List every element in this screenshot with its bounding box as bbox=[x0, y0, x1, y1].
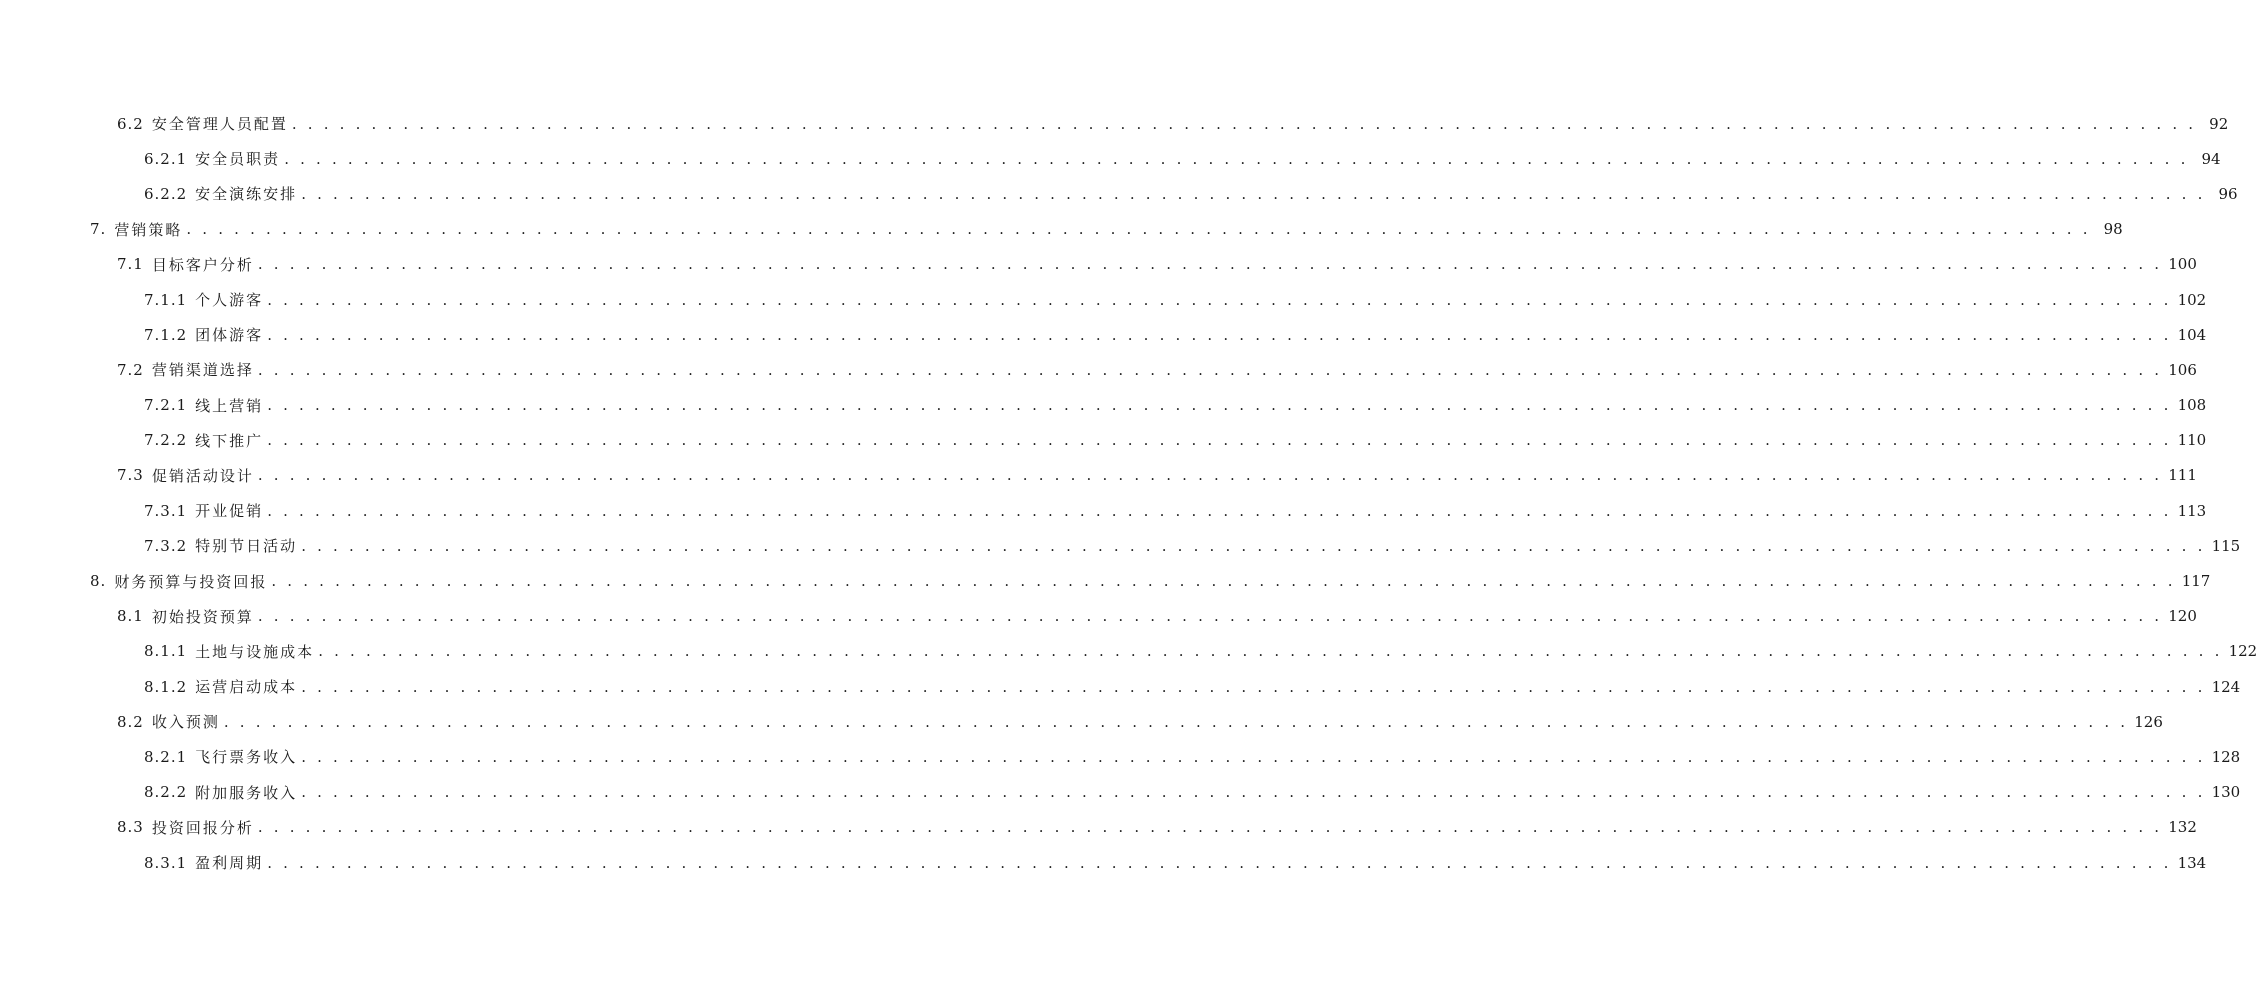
toc-section-number: 8.1.2 bbox=[144, 677, 188, 696]
toc-section-number: 6.2.1 bbox=[144, 149, 188, 168]
toc-dot-leader: . . . . . . . . . . . . . . . . . . . . . . . . . . . . . . . . . . . . . . . . . . . . . . . . . . . . . . . . . . . . . . . . . . . . . . . . . . . . . . . . . . . . . . . . . . . . . . . . . . . . . . . . . . . . . . . . . . . . . . . . bbox=[267, 431, 2172, 450]
toc-dot-leader: . . . . . . . . . . . . . . . . . . . . . . . . . . . . . . . . . . . . . . . . . . . . . . . . . . . . . . . . . . . . . . . . . . . . . . . . . . . . . . . . . . . . . . . . . . . . . . . . . . . . . . . . . . . . . . . . . . . . . . . . bbox=[301, 536, 2206, 555]
toc-section-title: 运营启动成本 bbox=[195, 678, 298, 697]
toc-section-number: 8.3 bbox=[117, 818, 144, 837]
toc-dot-leader: . . . . . . . . . . . . . . . . . . . . . . . . . . . . . . . . . . . . . . . . . . . . . . . . . . . . . . . . . . . . . . . . . . . . . . . . . . . . . . . . . . . . . . . . . . . . . . . . . . . . . . . . . . . . . . . . . . . . . . . . bbox=[223, 712, 2129, 731]
toc-page-number: 126 bbox=[2134, 712, 2163, 731]
toc-page-number: 98 bbox=[2103, 220, 2123, 239]
toc-section-number: 7.2.2 bbox=[144, 431, 188, 450]
toc-section-number: 7.1.2 bbox=[144, 325, 188, 344]
toc-page-number: 100 bbox=[2168, 255, 2197, 274]
toc-entry[interactable] bbox=[0, 388, 2207, 423]
toc-section-title: 初始投资预算 bbox=[151, 607, 254, 626]
toc-section-title: 个人游客 bbox=[195, 291, 264, 310]
toc-entry[interactable] bbox=[0, 247, 2197, 282]
toc-page-number: 110 bbox=[2177, 431, 2207, 450]
toc-section-number: 7.3 bbox=[117, 466, 144, 485]
toc-dot-leader: . . . . . . . . . . . . . . . . . . . . . . . . . . . . . . . . . . . . . . . . . . . . . . . . . . . . . . . . . . . . . . . . . . . . . . . . . . . . . . . . . . . . . . . . . . . . . . . . . . . . . . . . . . . . . . . . . . . . . . . . bbox=[301, 747, 2206, 766]
toc-dot-leader: . . . . . . . . . . . . . . . . . . . . . . . . . . . . . . . . . . . . . . . . . . . . . . . . . . . . . . . . . . . . . . . . . . . . . . . . . . . . . . . . . . . . . . . . . . . . . . . . . . . . . . . . . . . . . . . . . . . . . . . . bbox=[284, 149, 2189, 168]
toc-section-title: 附加服务收入 bbox=[195, 783, 298, 802]
toc-entry[interactable] bbox=[0, 282, 2207, 317]
toc-entry[interactable] bbox=[0, 845, 2207, 880]
toc-page-number: 108 bbox=[2177, 396, 2207, 415]
toc-entry[interactable] bbox=[0, 212, 2123, 247]
toc-section-title: 特别节日活动 bbox=[195, 537, 298, 556]
toc-dot-leader: . . . . . . . . . . . . . . . . . . . . . . . . . . . . . . . . . . . . . . . . . . . . . . . . . . . . . . . . . . . . . . . . . . . . . . . . . . . . . . . . . . . . . . . . . . . . . . . . . . . . . . . . . . . . . . . . . . . . . . . . bbox=[257, 607, 2163, 626]
toc-page-number: 117 bbox=[2181, 572, 2211, 591]
toc-page-number: 124 bbox=[2211, 677, 2241, 696]
toc-page-number: 94 bbox=[2201, 149, 2221, 168]
toc-page-number: 96 bbox=[2218, 184, 2238, 203]
toc-section-number: 6.2.2 bbox=[144, 184, 188, 203]
toc-section-title: 盈利周期 bbox=[195, 854, 264, 873]
toc-dot-leader: . . . . . . . . . . . . . . . . . . . . . . . . . . . . . . . . . . . . . . . . . . . . . . . . . . . . . . . . . . . . . . . . . . . . . . . . . . . . . . . . . . . . . . . . . . . . . . . . . . . . . . . . . . . . . . . . . . . . . . . . bbox=[257, 360, 2163, 379]
toc-section-number: 8. bbox=[90, 572, 107, 591]
toc-dot-leader: . . . . . . . . . . . . . . . . . . . . . . . . . . . . . . . . . . . . . . . . . . . . . . . . . . . . . . . . . . . . . . . . . . . . . . . . . . . . . . . . . . . . . . . . . . . . . . . . . . . . . . . . . . . . . . . . . . . . . . . . bbox=[267, 290, 2172, 309]
toc-dot-leader: . . . . . . . . . . . . . . . . . . . . . . . . . . . . . . . . . . . . . . . . . . . . . . . . . . . . . . . . . . . . . . . . . . . . . . . . . . . . . . . . . . . . . . . . . . . . . . . . . . . . . . . . . . . . . . . . . . . . . . . . bbox=[257, 466, 2163, 485]
toc-section-number: 7.2.1 bbox=[144, 396, 188, 415]
toc-page-number: 115 bbox=[2211, 536, 2241, 555]
toc-entry[interactable] bbox=[0, 669, 2241, 704]
toc-section-title: 线下推广 bbox=[195, 431, 264, 450]
toc-dot-leader: . . . . . . . . . . . . . . . . . . . . . . . . . . . . . . . . . . . . . . . . . . . . . . . . . . . . . . . . . . . . . . . . . . . . . . . . . . . . . . . . . . . . . . . . . . . . . . . . . . . . . . . . . . . . . . . . . . . . . . . . bbox=[318, 642, 2223, 661]
toc-dot-leader: . . . . . . . . . . . . . . . . . . . . . . . . . . . . . . . . . . . . . . . . . . . . . . . . . . . . . . . . . . . . . . . . . . . . . . . . . . . . . . . . . . . . . . . . . . . . . . . . . . . . . . . . . . . . . . . . . . . . . . . . bbox=[301, 783, 2206, 802]
toc-entry[interactable] bbox=[0, 317, 2207, 352]
toc-section-title: 飞行票务收入 bbox=[195, 748, 298, 767]
toc-page-number: 130 bbox=[2211, 783, 2241, 802]
toc-dot-leader: . . . . . . . . . . . . . . . . . . . . . . . . . . . . . . . . . . . . . . . . . . . . . . . . . . . . . . . . . . . . . . . . . . . . . . . . . . . . . . . . . . . . . . . . . . . . . . . . . . . . . . . . . . . . . . . . . . . . . . . . bbox=[271, 572, 2176, 591]
toc-dot-leader: . . . . . . . . . . . . . . . . . . . . . . . . . . . . . . . . . . . . . . . . . . . . . . . . . . . . . . . . . . . . . . . . . . . . . . . . . . . . . . . . . . . . . . . . . . . . . . . . . . . . . . . . . . . . . . . . . . . . . . . . bbox=[267, 853, 2172, 872]
toc-page-number: 106 bbox=[2168, 360, 2197, 379]
toc-entry[interactable] bbox=[0, 528, 2241, 563]
toc-section-title: 财务预算与投资回报 bbox=[114, 572, 268, 591]
toc-section-title: 目标客户分析 bbox=[151, 255, 254, 274]
toc-section-number: 7.2 bbox=[117, 360, 144, 379]
toc-entry[interactable] bbox=[0, 810, 2197, 845]
toc-section-number: 6.2 bbox=[117, 114, 144, 133]
toc-page-number: 102 bbox=[2177, 290, 2207, 309]
toc-entry[interactable] bbox=[0, 599, 2197, 634]
toc-section-number: 8.1.1 bbox=[144, 642, 188, 661]
toc-page-number: 92 bbox=[2209, 114, 2229, 133]
toc-section-number: 8.2 bbox=[117, 712, 144, 731]
toc-section-title: 土地与设施成本 bbox=[195, 642, 315, 661]
toc-section-title: 安全管理人员配置 bbox=[151, 115, 288, 134]
toc-section-number: 7.1 bbox=[117, 255, 144, 274]
toc-section-number: 8.2.1 bbox=[144, 747, 188, 766]
toc-entry[interactable] bbox=[0, 106, 2229, 141]
toc-dot-leader: . . . . . . . . . . . . . . . . . . . . . . . . . . . . . . . . . . . . . . . . . . . . . . . . . . . . . . . . . . . . . . . . . . . . . . . . . . . . . . . . . . . . . . . . . . . . . . . . . . . . . . . . . . . . . . . . . . . . . . . . bbox=[267, 396, 2172, 415]
toc-section-number: 8.1 bbox=[117, 607, 144, 626]
toc-section-title: 开业促销 bbox=[195, 502, 264, 521]
toc-section-title: 促销活动设计 bbox=[151, 466, 254, 485]
toc-page-number: 120 bbox=[2168, 607, 2197, 626]
toc-dot-leader: . . . . . . . . . . . . . . . . . . . . . . . . . . . . . . . . . . . . . . . . . . . . . . . . . . . . . . . . . . . . . . . . . . . . . . . . . . . . . . . . . . . . . . . . . . . . . . . . . . . . . . . . . . . . . . . . . . . . . . . . bbox=[267, 325, 2172, 344]
toc-entry[interactable] bbox=[0, 458, 2197, 493]
toc-dot-leader: . . . . . . . . . . . . . . . . . . . . . . . . . . . . . . . . . . . . . . . . . . . . . . . . . . . . . . . . . . . . . . . . . . . . . . . . . . . . . . . . . . . . . . . . . . . . . . . . . . . . . . . . . . . . . . . . . . . . . . . . bbox=[257, 818, 2163, 837]
toc-dot-leader: . . . . . . . . . . . . . . . . . . . . . . . . . . . . . . . . . . . . . . . . . . . . . . . . . . . . . . . . . . . . . . . . . . . . . . . . . . . . . . . . . . . . . . . . . . . . . . . . . . . . . . . . . . . . . . . . . . . . . . . . bbox=[291, 114, 2197, 133]
toc-entry[interactable] bbox=[0, 775, 2241, 810]
toc-section-number: 7.3.1 bbox=[144, 501, 188, 520]
toc-section-title: 收入预测 bbox=[151, 713, 220, 732]
toc-dot-leader: . . . . . . . . . . . . . . . . . . . . . . . . . . . . . . . . . . . . . . . . . . . . . . . . . . . . . . . . . . . . . . . . . . . . . . . . . . . . . . . . . . . . . . . . . . . . . . . . . . . . . . . . . . . . . . . . . . . . . . . . bbox=[301, 184, 2206, 203]
toc-section-title: 营销渠道选择 bbox=[151, 361, 254, 380]
toc-page-number: 128 bbox=[2211, 747, 2241, 766]
toc-page-number: 111 bbox=[2168, 466, 2197, 485]
toc-section-title: 营销策略 bbox=[114, 220, 183, 239]
toc-section-title: 安全演练安排 bbox=[195, 185, 298, 204]
toc-page-number: 134 bbox=[2177, 853, 2207, 872]
toc-section-number: 8.3.1 bbox=[144, 853, 188, 872]
toc-entry[interactable] bbox=[0, 739, 2241, 774]
toc-dot-leader: . . . . . . . . . . . . . . . . . . . . . . . . . . . . . . . . . . . . . . . . . . . . . . . . . . . . . . . . . . . . . . . . . . . . . . . . . . . . . . . . . . . . . . . . . . . . . . . . . . . . . . . . . . . . . . . . . . . . . . . . bbox=[186, 220, 2091, 239]
toc-section-number: 7.1.1 bbox=[144, 290, 188, 309]
toc-page-number: 104 bbox=[2177, 325, 2207, 344]
toc-page-number: 132 bbox=[2168, 818, 2197, 837]
toc-dot-leader: . . . . . . . . . . . . . . . . . . . . . . . . . . . . . . . . . . . . . . . . . . . . . . . . . . . . . . . . . . . . . . . . . . . . . . . . . . . . . . . . . . . . . . . . . . . . . . . . . . . . . . . . . . . . . . . . . . . . . . . . bbox=[301, 677, 2206, 696]
toc-section-title: 安全员职责 bbox=[195, 150, 281, 169]
toc-section-title: 线上营销 bbox=[195, 396, 264, 415]
toc-page-number: 122 bbox=[2228, 642, 2257, 661]
toc-entry[interactable] bbox=[0, 141, 2221, 176]
toc-entry[interactable] bbox=[0, 176, 2238, 211]
toc-entry[interactable] bbox=[0, 352, 2197, 387]
toc-entry[interactable] bbox=[0, 493, 2207, 528]
toc-section-title: 团体游客 bbox=[195, 326, 264, 345]
toc-page-number: 113 bbox=[2177, 501, 2207, 520]
toc-entry[interactable] bbox=[0, 423, 2207, 458]
toc-section-number: 8.2.2 bbox=[144, 783, 188, 802]
toc-entry[interactable] bbox=[0, 704, 2163, 739]
toc-entry[interactable] bbox=[0, 563, 2211, 598]
toc-dot-leader: . . . . . . . . . . . . . . . . . . . . . . . . . . . . . . . . . . . . . . . . . . . . . . . . . . . . . . . . . . . . . . . . . . . . . . . . . . . . . . . . . . . . . . . . . . . . . . . . . . . . . . . . . . . . . . . . . . . . . . . . bbox=[267, 501, 2172, 520]
toc-entry[interactable] bbox=[0, 634, 2257, 669]
table-of-contents bbox=[0, 106, 2257, 880]
toc-section-number: 7. bbox=[90, 220, 107, 239]
toc-section-title: 投资回报分析 bbox=[151, 818, 254, 837]
toc-dot-leader: . . . . . . . . . . . . . . . . . . . . . . . . . . . . . . . . . . . . . . . . . . . . . . . . . . . . . . . . . . . . . . . . . . . . . . . . . . . . . . . . . . . . . . . . . . . . . . . . . . . . . . . . . . . . . . . . . . . . . . . . bbox=[257, 255, 2163, 274]
toc-section-number: 7.3.2 bbox=[144, 536, 188, 555]
